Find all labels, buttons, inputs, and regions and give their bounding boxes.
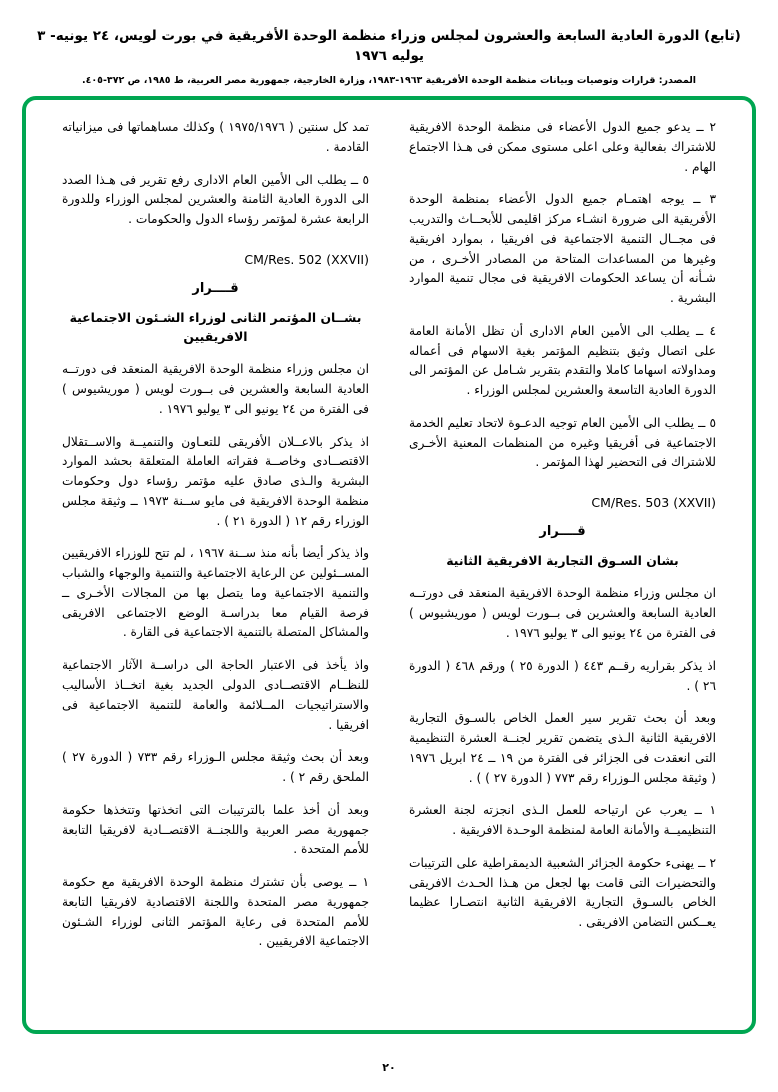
paragraph: وبعد أن أخذ علما بالترتيبات التى اتخذتها وتتخذها حكومة جمهورية مصر العربية واللجنــة الاقتصــادية لافريقيا التابعة للأمم المتحدة . <box>62 802 369 857</box>
resolution-heading: قــــرار <box>192 280 239 296</box>
page-title: (تابع) الدورة العادية السابعة والعشرون لمجلس وزراء منظمة الوحدة الأفريقية في بورت لويس، ٢٤ يونيه- ٣ يوليه ١٩٧٦ <box>37 28 741 65</box>
right-column <box>389 118 736 1020</box>
page-source-note: المصدر: قرارات وتوصيات وبيانات منظمة الوحدة الأفريقية ١٩٦٣-١٩٨٣، وزارة الخارجية، جمهورية مصر العربية، ط ١٩٨٥، ص ٣٧٢-٤٠٥. <box>81 74 697 86</box>
paragraph: ٥ ــ يطلب الى الأمين العام الادارى رفع تقرير فى هـذا الصدد الى الدورة العادية الثامنة والعشرين لمجلس الوزراء وللدورة الرابعة عشرة لمؤتمر رؤساء الدول والحكومات . <box>62 172 369 227</box>
paragraph: ١ ــ يوصى بأن تشترك منظمة الوحدة الافريقية مع حكومة جمهورية مصر المتحدة واللجنة الاقتصادية لافريقيا التابعة للأمم المتحدة فى رعاية المؤتمر الثانى لوزراء الشـئون الاجتماعية الافريقيين . <box>62 875 369 949</box>
paragraph: واذ يأخذ فى الاعتبار الحاجة الى دراســة الآثار الاجتماعية للنظــام الاقتصــادى الدولى الجديد بغية اتخــاذ الأساليب والاستراتيجيات المــلائمة والعامة للتنمية الاجتماعية فى افريقيا . <box>62 658 369 732</box>
page-number: ٢٠ <box>382 1061 396 1074</box>
paragraph: تمد كل سنتين ( ١٩٧٥/١٩٧٦ ) وكذلك مساهماتها فى ميزانياته القادمة . <box>62 120 370 154</box>
resolution-code-text: CM/Res. 502 (XXVII) <box>244 251 369 267</box>
resolution-code-left <box>62 252 369 267</box>
paragraph: واذ يذكر أيضا بأنه منذ ســنة ١٩٦٧ ، لم تتح للوزراء الافريقيين المســئولين عن الرعاية الاجتماعية والتنمية والوجهاء والشباب والتنمية الاجتماعية وما يتصل بها من المجالات الأخـرى ــ فرصة القيام معا بدراسـة الوضع الاجتماعى الافريقى والمشاكل المتصلة بالتنمية الاجتماعية فى القارة . <box>62 546 369 640</box>
left-column <box>42 118 389 1020</box>
resolution-subtitle: بشان السـوق التجارية الافريقية الثانية <box>446 553 679 569</box>
paragraph: ٤ ــ يطلب الى الأمين العام الادارى أن تظل الأمانة العامة على اتصال وثيق بتنظيم المؤتمر بغية الاسهام فى أعماله ومداولاته اسهاما كاملا والتقدم بتقرير شـامل عن المؤتمر الى الدورة العادية التاسعة والعشرين لمجلس الوزراء . <box>409 323 716 398</box>
resolution-heading: قــــرار <box>539 524 586 540</box>
paragraph: ان مجلس وزراء منظمة الوحدة الافريقية المنعقد فى دورتــه العادية السابعة والعشرين فى بــورت لويس ( موريشيوس ) فى الفترة من ٢٤ يونيو الى ٣ يوليو ١٩٧٦ . <box>409 586 716 640</box>
paragraph: ٥ ــ يطلب الى الأمين العام توجيه الدعـوة لاتحاد تعليم الخدمة الاجتماعية فى أفريقيا وغيره من المنظمات المعنية الأخـرى للاشتراك فى التحضير لهذا المؤتمر . <box>409 415 716 470</box>
paragraph: ٢ ــ يدعو جميع الدول الأعضاء فى منظمة الوحدة الافريقية للاشتراك بفعالية وعلى اعلى مستوى ممكن فى هـذا الاجتماع الهام . <box>409 120 716 174</box>
paragraph: وبعد أن بحث تقرير سير العمل الخاص بالسـوق التجارية الافريقية الثانية الـذى يتضمن تقرير لجنــة العشرة التنظيمية التى انعقدت فى الجزائر فى الفترة من ١٩ ــ ٢٤ ابريل ١٩٧٦ ( وثيقة مجلس الـوزراء رقم ٧٧٣ ( الدورة ٢٧ ) ) . <box>409 711 716 785</box>
paragraph: ٢ ــ يهنىء حكومة الجزائر الشعبية الديمقراطية على الترتيبات والتحضيرات التى قامت بها لجعل من هـذا الحـدث الافريقى الخاص بالسـوق التجارية الافريقية الثانية انتصـارا عظيما يعــكس التضامن الافريقى . <box>409 855 716 930</box>
page-header <box>0 0 778 94</box>
resolution-subtitle: بشــان المؤتمر الثانى لوزراء الشـئون الاجتماعية الافريقيين <box>69 309 362 345</box>
paragraph: اذ يذكر بالاعــلان الأفريقى للتعـاون والتنميــة والاســتقلال الاقتصــادى وخاصــة فقراته العاملة المتعلقة بحشد الموارد البشرية والـذى صادق عليه مؤتمر رؤساء دول وحكومات منظمة الوحدة الافريقية فى مايو ســنة ١٩٧٣ ــ وثيقة مجلس الوزراء رقم ١٢ ( الدورة ٢١ ) . <box>62 434 370 528</box>
paragraph: اذ يذكر بقراريه رقــم ٤٤٣ ( الدورة ٢٥ ) ورقم ٤٦٨ ( الدورة ٢٦ ) . <box>409 658 717 693</box>
paragraph: ٣ ــ يوجه اهتمـام جميع الدول الأعضاء بمنظمة الوحدة الأفريقية الى ضرورة انشـاء مركز اقليمى للأبحــاث والتدريب فى مجــال التنمية الاجتماعية فى افريقيا ، بموارد افريقية وغيرها من المساعدات المتاحة من المصادر الأخـرى ، من شـأنه أن يساعد الحكومات الافريقية فى مجال تنمية الموارد البشرية . <box>409 192 716 306</box>
paragraph: ١ ــ يعرب عن ارتياحه للعمل الـذى انجزته لجنة العشرة التنظيميــة والأمانة العامة لمنظمة الوحـدة الافريقية . <box>409 803 716 838</box>
paragraph: وبعد أن بحث وثيقة مجلس الـوزراء رقم ٧٣٣ ( الدورة ٢٧ ) الملحق رقم ٢ ) . <box>62 750 369 785</box>
content-frame <box>22 96 756 1034</box>
paragraph: ان مجلس وزراء منظمة الوحدة الافريقية المنعقد فى دورتــه العادية السابعة والعشرين فى بــورت لويس ( موريشيوس ) فى الفترة من ٢٤ يونيو الى ٣ يوليو ١٩٧٦ . <box>62 362 369 416</box>
resolution-code-text: CM/Res. 503 (XXVII) <box>591 495 716 511</box>
two-column-layout <box>26 100 752 1030</box>
resolution-code-right <box>409 495 716 510</box>
